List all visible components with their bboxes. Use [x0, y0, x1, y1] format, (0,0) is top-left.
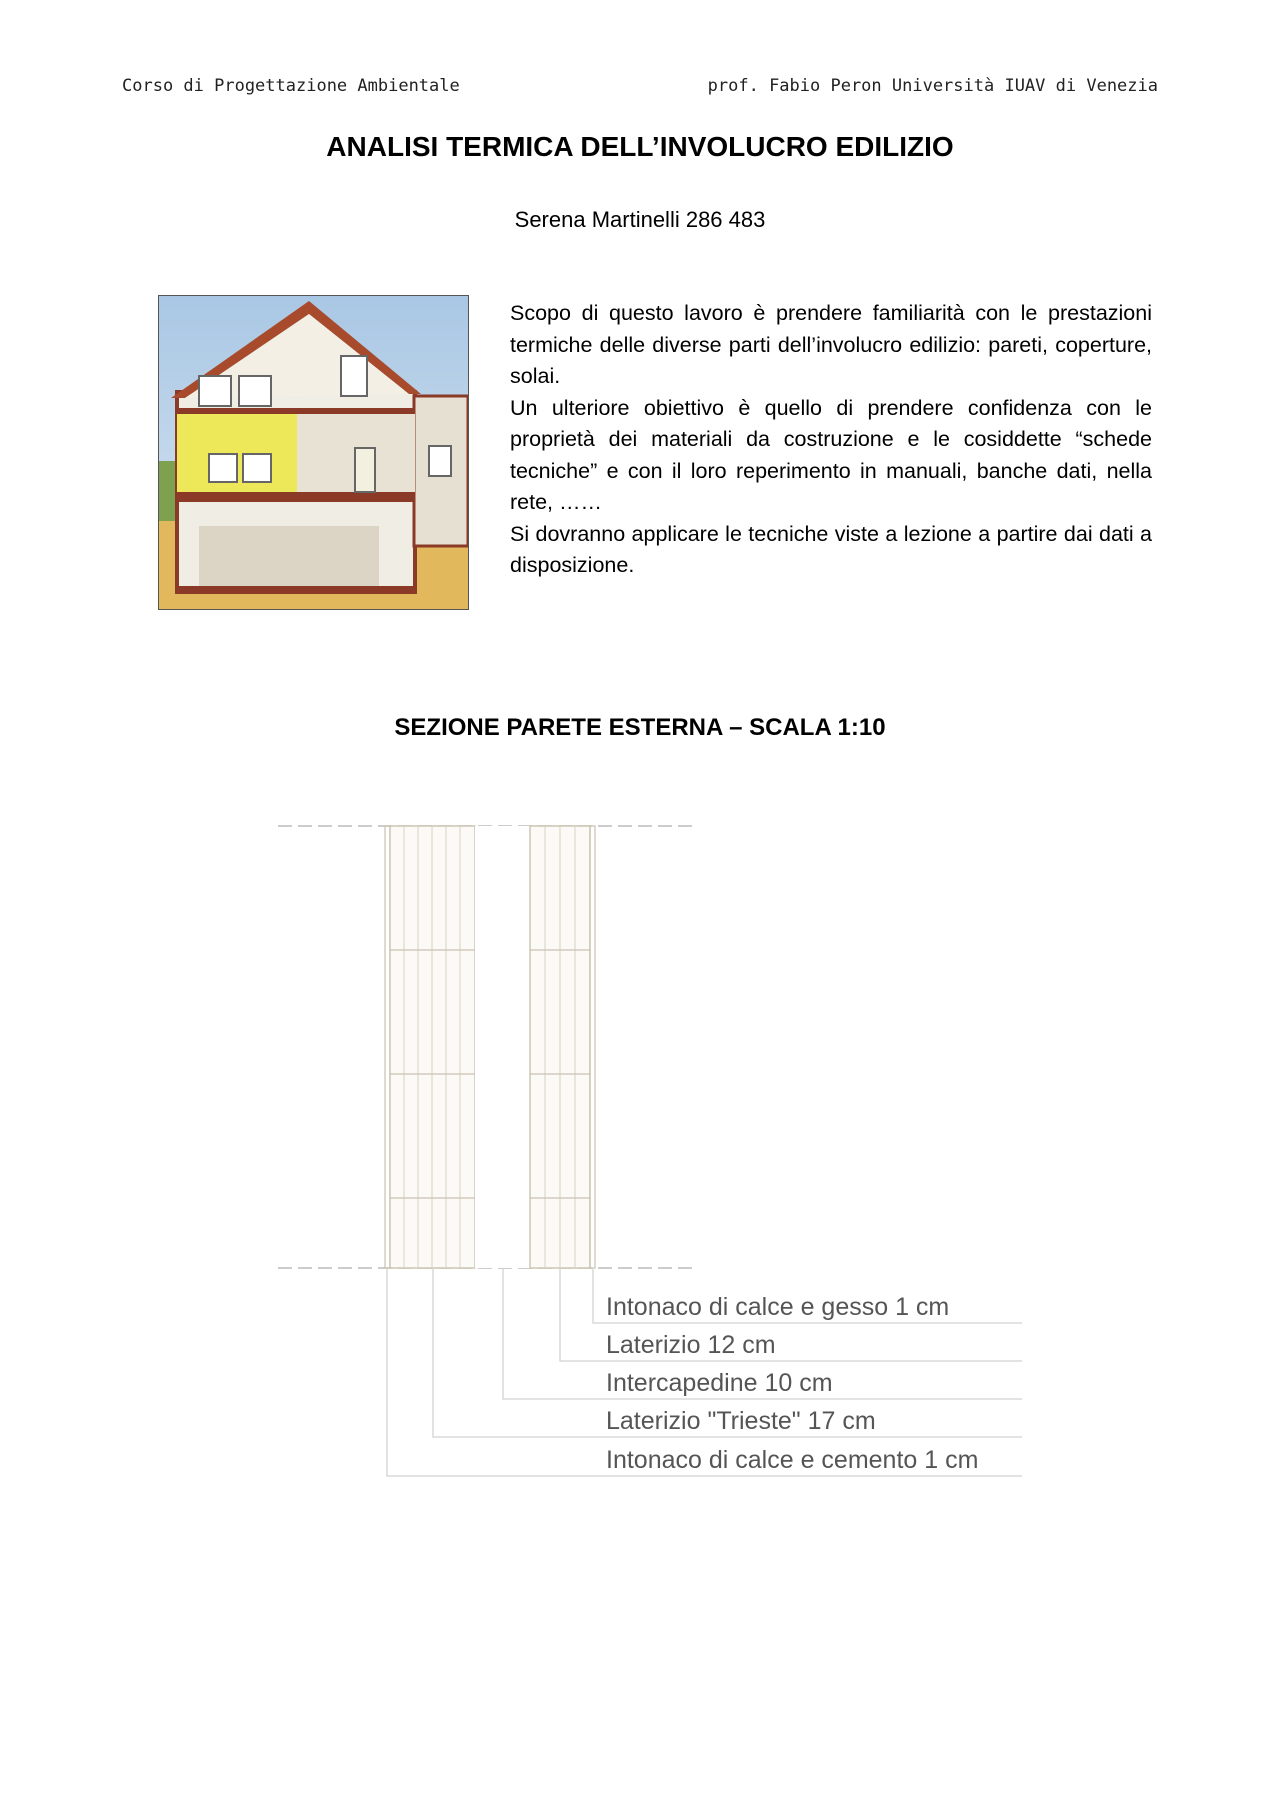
intro-paragraph-3: Si dovranno applicare le tecniche viste a lezione a partire dai dati a disposizione. — [510, 521, 1152, 577]
window-1 — [199, 376, 231, 406]
wall-section-diagram — [270, 818, 1050, 1498]
header-professor: prof. Fabio Peron Università IUAV di Venezia — [707, 76, 1158, 96]
intro-text — [510, 298, 1152, 582]
window-4 — [209, 454, 237, 482]
door — [355, 448, 375, 492]
intro-paragraph-1: Scopo di questo lavoro è prendere familiarità con le prestazioni termiche delle diverse parti dell’involucro edilizio: pareti, coperture, solai. — [510, 301, 1152, 388]
layer-laterizio — [530, 826, 590, 1268]
section-title: SEZIONE PARETE ESTERNA – SCALA 1:10 — [394, 714, 886, 741]
basement — [199, 526, 379, 586]
layer-intercapedine — [475, 826, 530, 1268]
author-name: Serena Martinelli 286 483 — [514, 207, 766, 232]
window-3 — [341, 356, 367, 396]
layer-label: Laterizio "Trieste" 17 cm — [606, 1407, 876, 1435]
layer-label: Intonaco di calce e gesso 1 cm — [606, 1293, 950, 1321]
header-course: Corso di Progettazione Ambientale — [122, 76, 460, 96]
intro-paragraph-2: Un ulteriore obiettivo è quello di prendere confidenza con le proprietà dei materiali da costruzione e le cosiddette “schede tecniche” e con il loro reperimento in manuali, banche dati, nella rete, …… — [510, 395, 1152, 514]
page-title: ANALISI TERMICA DELL’INVOLUCRO EDILIZIO — [326, 131, 954, 162]
layer-inner-plaster-outer — [385, 826, 390, 1268]
window-annex — [429, 446, 451, 476]
layer-label: Intonaco di calce e cemento 1 cm — [606, 1446, 979, 1474]
house-illustration-svg — [159, 296, 468, 609]
layer-laterizio-trieste — [390, 826, 475, 1268]
upper-slab — [177, 408, 415, 414]
floor-slab — [177, 492, 415, 502]
window-2 — [239, 376, 271, 406]
layer-label: Intercapedine 10 cm — [606, 1369, 833, 1397]
layer-label: Laterizio 12 cm — [606, 1331, 776, 1359]
foundation-slab — [177, 586, 415, 594]
window-5 — [243, 454, 271, 482]
house-cutaway-illustration — [158, 295, 469, 610]
layer-outer-plaster — [590, 826, 595, 1268]
